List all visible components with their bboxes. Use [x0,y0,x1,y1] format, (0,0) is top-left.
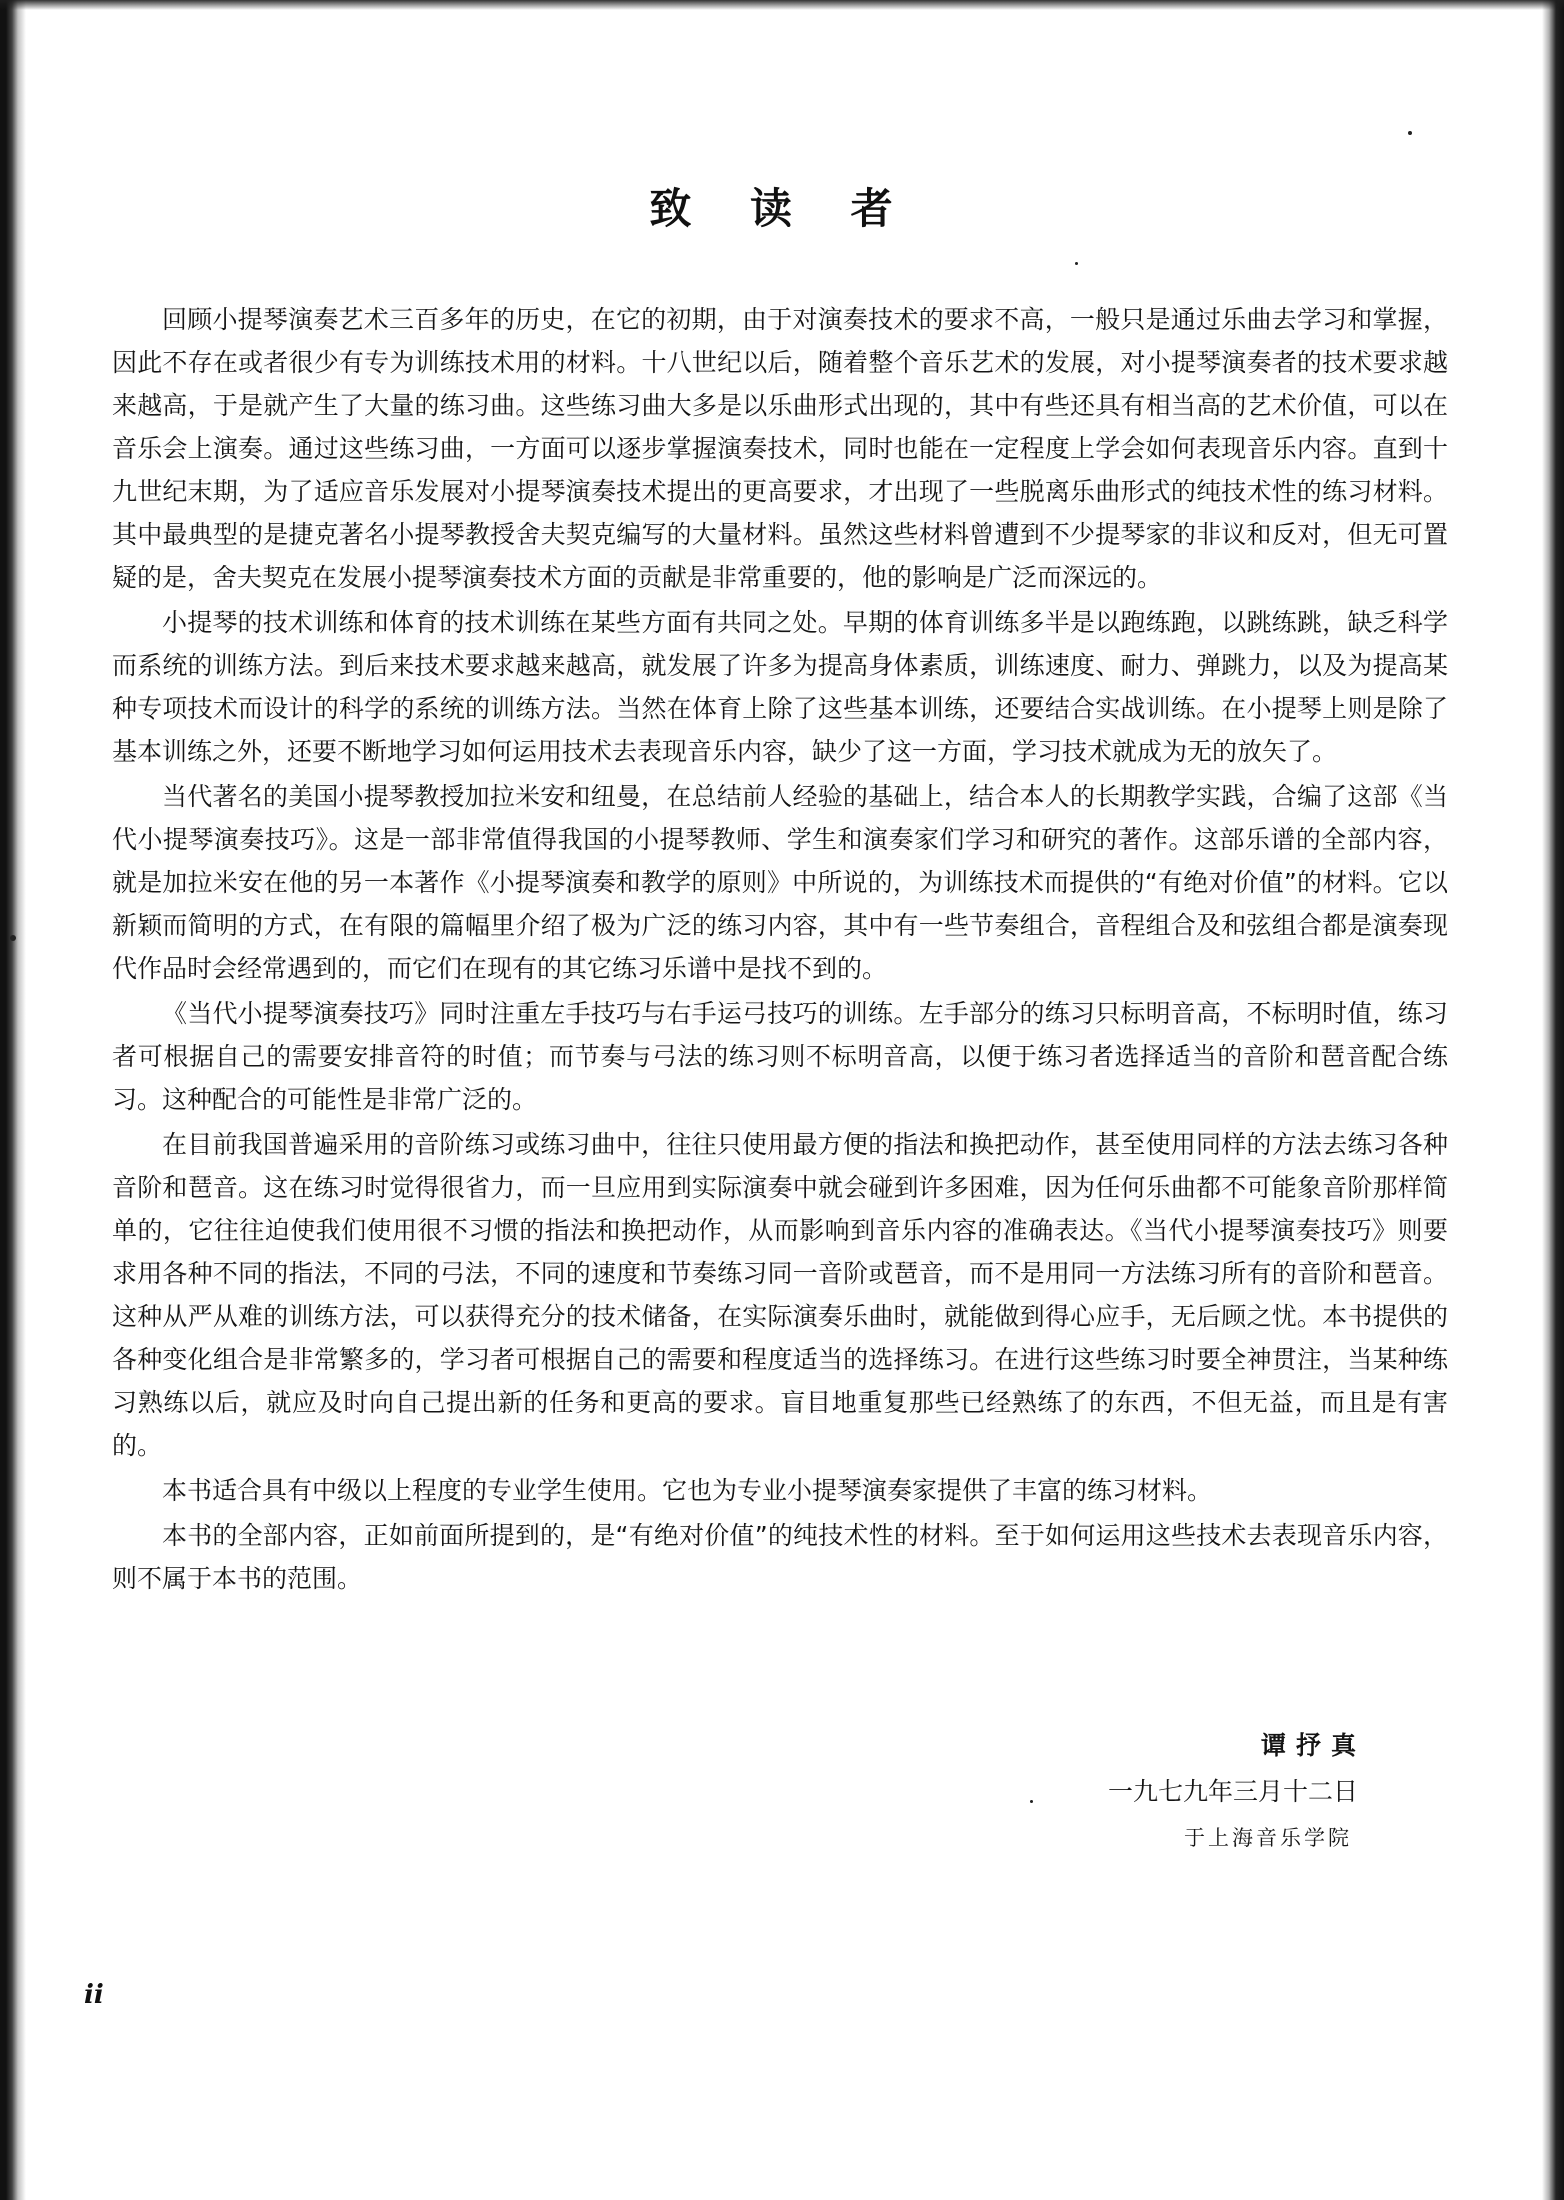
paragraph: 回顾小提琴演奏艺术三百多年的历史，在它的初期，由于对演奏技术的要求不高，一般只是通过乐曲去学习和掌握，因此不存在或者很少有专为训练技术用的材料。十八世纪以后，随着整个音乐艺术的发展，对小提琴演奏者的技术要求越来越高，于是就产生了大量的练习曲。这些练习曲大多是以乐曲形式出现的，其中有些还具有相当高的艺术价值，可以在音乐会上演奏。通过这些练习曲，一方面可以逐步掌握演奏技术，同时也能在一定程度上学会如何表现音乐内容。直到十九世纪末期，为了适应音乐发展对小提琴演奏技术提出的更高要求，才出现了一些脱离乐曲形式的纯技术性的练习材料。其中最典型的是捷克著名小提琴教授舍夫契克编写的大量材料。虽然这些材料曾遭到不少提琴家的非议和反对，但无可置疑的是，舍夫契克在发展小提琴演奏技术方面的贡献是非常重要的，他的影响是广泛而深远的。 [112,305,1448,592]
paragraph: 在目前我国普遍采用的音阶练习或练习曲中，往往只使用最方便的指法和换把动作，甚至使用同样的方法去练习各种音阶和琶音。这在练习时觉得很省力，而一旦应用到实际演奏中就会碰到许多困难，因为任何乐曲都不可能象音阶那样简单的，它往往迫使我们使用很不习惯的指法和换把动作，从而影响到音乐内容的准确表达。《当代小提琴演奏技巧》则要求用各种不同的指法，不同的弓法，不同的速度和节奏练习同一音阶或琶音，而不是用同一方法练习所有的音阶和琶音。这种从严从难的训练方法，可以获得充分的技术储备，在实际演奏乐曲时，就能做到得心应手，无后顾之忧。本书提供的各种变化组合是非常繁多的，学习者可根据自己的需要和程度适当的选择练习。在进行这些练习时要全神贯注，当某种练习熟练以后，就应及时向自己提出新的任务和更高的要求。盲目地重复那些已经熟练了的东西，不但无益，而且是有害的。 [112,1130,1448,1460]
scan-shadow-left [0,0,26,2200]
paragraph: 本书适合具有中级以上程度的专业学生使用。它也为专业小提琴演奏家提供了丰富的练习材料。 [162,1476,1213,1505]
paragraph: 《当代小提琴演奏技巧》同时注重左手技巧与右手运弓技巧的训练。左手部分的练习只标明音高，不标明时值，练习者可根据自己的需要安排音符的时值；而节奏与弓法的练习则不标明音高，以便于练习者选择适当的音阶和琶音配合练习。这种配合的可能性是非常广泛的。 [112,999,1448,1114]
page-number: ii [84,1980,104,2010]
page-title: 致 读 者 [649,184,915,233]
paragraph: 当代著名的美国小提琴教授加拉米安和纽曼，在总结前人经验的基础上，结合本人的长期教学实践，合编了这部《当代小提琴演奏技巧》。这是一部非常值得我国的小提琴教师、学生和演奏家们学习和研究的著作。这部乐谱的全部内容，就是加拉米安在他的另一本著作《小提琴演奏和教学的原则》中所说的，为训练技术而提供的“有绝对价值”的材料。它以新颖而简明的方式，在有限的篇幅里介绍了极为广泛的练习内容，其中有一些节奏组合，音程组合及和弦组合都是演奏现代作品时会经常遇到的，而它们在现有的其它练习乐谱中是找不到的。 [112,782,1448,983]
author-name: 谭抒真 [1260,1731,1366,1760]
paragraph: 本书的全部内容，正如前面所提到的，是“有绝对价值”的纯技术性的材料。至于如何运用这些技术去表现音乐内容，则不属于本书的范围。 [112,1521,1448,1593]
signature-date: 一九七九年三月十二日 [1107,1777,1358,1806]
signature-block [1108,1723,1366,1861]
signature-place: 于上海音乐学院 [1184,1826,1352,1850]
scan-speck [1408,131,1412,135]
scan-speck [1030,1800,1033,1803]
scan-speck [10,935,16,941]
scan-speck [1075,262,1078,265]
paragraph: 小提琴的技术训练和体育的技术训练在某些方面有共同之处。早期的体育训练多半是以跑练跑，以跳练跳，缺乏科学而系统的训练方法。到后来技术要求越来越高，就发展了许多为提高身体素质，训练速度、耐力、弹跳力，以及为提高某种专项技术而设计的科学的系统的训练方法。当然在体育上除了这些基本训练，还要结合实战训练。在小提琴上则是除了基本训练之外，还要不断地学习如何运用技术去表现音乐内容，缺少了这一方面，学习技术就成为无的放矢了。 [112,608,1448,766]
scan-shadow-top [0,0,1564,10]
scan-shadow-right [1542,0,1564,2200]
preface-body [112,298,1448,1602]
